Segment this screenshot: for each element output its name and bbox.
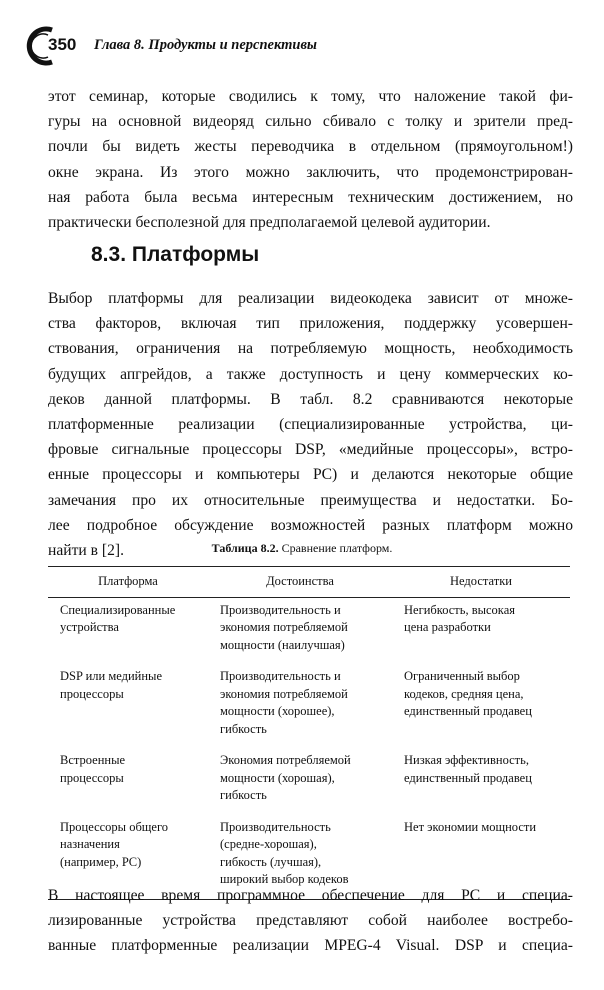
text-line: деков данной платформы. В табл. 8.2 сравниваются некоторые (48, 390, 573, 408)
table-caption (0, 541, 604, 556)
cell-line: Встроенные (60, 753, 126, 767)
table-caption-label: Таблица 8.2. (211, 541, 279, 555)
cell-pros (208, 748, 392, 815)
cell-line: гибкость (220, 788, 267, 802)
text-line: замечания про их относительные преимущества и недостатки. Бо- (48, 491, 573, 509)
cell-line: гибкость (220, 721, 267, 736)
cell-line: процессоры (60, 770, 124, 785)
cell-line: Процессоры общего (60, 819, 169, 834)
text-line: ствования, ограничения на потребляемую мощность, необходимость (48, 340, 573, 358)
text-line: этот семинар, которые сводились к тому, что наложение такой фи- (48, 88, 573, 105)
cell-cons (392, 748, 570, 815)
cell-line: (средне-хорошая), (220, 837, 317, 851)
text-line: платформенные реализации (специализированные устройства, ци- (48, 416, 573, 434)
cell-line: Производительность (220, 819, 331, 834)
column-header-platform: Платформа (48, 567, 208, 598)
paragraph-platforms (48, 286, 573, 563)
cell-line: назначения (60, 837, 120, 851)
text-line: фровые сигнальные процессоры DSP, «медийные процессоры», встро- (48, 441, 573, 459)
text-line: гуры на основной видеоряд сильно сбивало с толку и зрители пред- (48, 113, 573, 131)
cell-line: устройства (60, 620, 119, 634)
text-line: лее подробное обсуждение возможностей разных платформ можно (48, 516, 573, 534)
cell-platform (48, 597, 208, 664)
cell-line: Низкая эффективность, (404, 753, 529, 767)
text-line: ная работа была весьма интересным техническим достижением, но (48, 188, 573, 206)
text-line: лизированные устройства представляют собой наиболее востребо- (48, 912, 573, 930)
paragraph-intro (48, 84, 573, 235)
cell-pros (208, 664, 392, 748)
column-header-pros: Достоинства (208, 567, 392, 598)
cell-line: DSP или медийные (60, 669, 163, 683)
table-row (48, 664, 570, 748)
page-header (22, 26, 582, 66)
cell-line: мощности (хорошее), (220, 704, 335, 718)
text-line: В настоящее время программное обеспечение для PC и специа- (48, 887, 573, 904)
text-line: почли бы видеть жесты переводчика в отдельном (прямоугольном!) (48, 138, 573, 156)
cell-line: Производительность и (220, 602, 341, 617)
cell-line: Экономия потребляемой (220, 753, 351, 767)
cell-line: кодеков, средняя цена, (404, 686, 524, 701)
cell-cons (392, 664, 570, 748)
cell-line: цена разработки (404, 620, 491, 634)
cell-line: Производительность и (220, 669, 341, 683)
cell-platform (48, 748, 208, 815)
cell-line: процессоры (60, 686, 124, 701)
cell-line: Негибкость, высокая (404, 602, 515, 617)
table-header-row (48, 567, 570, 598)
cell-line: мощности (хорошая), (220, 770, 335, 785)
text-line: практически бесполезной для предполагаемой целевой аудитории. (48, 214, 491, 232)
cell-line: экономия потребляемой (220, 686, 348, 701)
text-line: окне экрана. Из этого можно заключить, что продемонстрирован- (48, 163, 573, 181)
table-row (48, 597, 570, 664)
cell-cons (392, 597, 570, 664)
section-title: 8.3. Платформы (91, 243, 260, 266)
page-number: 350 (48, 35, 77, 54)
cell-line: Специализированные (60, 602, 176, 617)
cell-line: (например, PC) (60, 854, 142, 869)
cell-line: широкий выбор кодеков (220, 872, 349, 886)
table-row (48, 748, 570, 815)
text-line: ванные платформенные реализации MPEG-4 Visual. DSP и специа- (48, 937, 573, 955)
text-line: будущих апгрейдов, а также доступность и цену коммерческих ко- (48, 365, 573, 383)
column-header-cons: Недостатки (392, 567, 570, 598)
cell-line: Нет экономии мощности (404, 819, 537, 834)
cell-line: единственный продавец (404, 770, 532, 785)
text-line: енные процессоры и компьютеры PC) и делаются некоторые общие (48, 466, 573, 484)
text-line: ства факторов, включая тип приложения, поддержку усовершен- (48, 315, 573, 333)
cell-line: гибкость (лучшая), (220, 854, 322, 869)
text-line: найти в [2]. (48, 542, 125, 560)
cell-platform (48, 664, 208, 748)
running-title: Глава 8. Продукты и перспективы (94, 37, 317, 53)
cell-line: Ограниченный выбор (404, 669, 520, 683)
paragraph-current (48, 883, 573, 959)
cell-line: единственный продавец (404, 704, 532, 718)
table-caption-text: Сравнение платформ. (281, 541, 393, 555)
text-line: Выбор платформы для реализации видеокодека зависит от множе- (48, 290, 573, 307)
cell-pros (208, 597, 392, 664)
platform-comparison-table (48, 566, 570, 900)
table-body (48, 597, 570, 899)
cell-line: экономия потребляемой (220, 620, 348, 634)
cell-line: мощности (наилучшая) (220, 637, 345, 652)
